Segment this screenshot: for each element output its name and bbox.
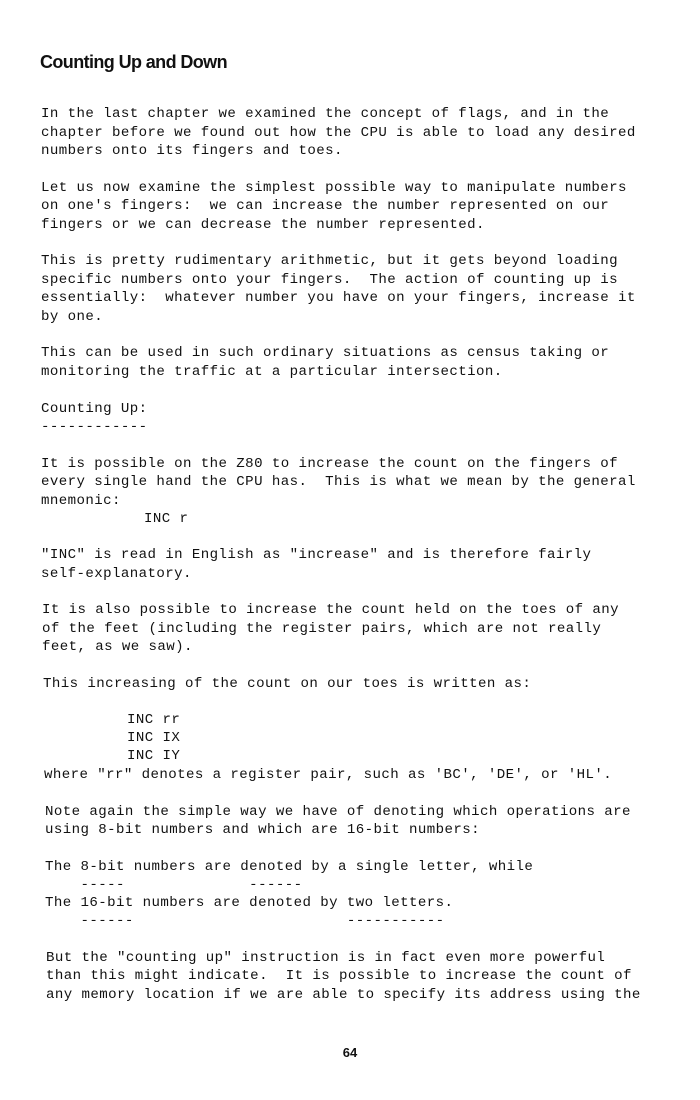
text-line: using 8-bit numbers and which are 16-bit numbers:	[45, 822, 481, 838]
text-line: The 16-bit numbers are denoted by two letters.	[45, 895, 454, 911]
text-line: on one's fingers: we can increase the number represented on our	[41, 198, 610, 214]
text-line: The 8-bit numbers are denoted by a single letter, while	[45, 859, 534, 875]
section-heading: Counting Up and Down	[40, 52, 227, 72]
code-line: INC rr	[127, 712, 181, 728]
text-line: In the last chapter we examined the concept of flags, and in the	[41, 106, 610, 122]
text-line: of the feet (including the register pairs, which are not really	[42, 621, 602, 637]
code-line: INC IX	[127, 730, 181, 746]
text-line: This increasing of the count on our toes is written as:	[43, 676, 532, 692]
text-line: This is pretty rudimentary arithmetic, but it gets beyond loading	[41, 253, 619, 269]
code-line: INC IY	[127, 748, 181, 764]
text-line: feet, as we saw).	[42, 639, 193, 655]
text-line: It is possible on the Z80 to increase the count on the fingers of	[41, 456, 619, 472]
text-line: "INC" is read in English as "increase" and is therefore fairly	[41, 547, 592, 563]
text-line: any memory location if we are able to specify its address using the	[46, 987, 641, 1003]
text-line: by one.	[41, 309, 104, 325]
underline-marks: ----- ------	[45, 877, 303, 893]
code-line: INC r	[144, 511, 189, 527]
text-line: But the "counting up" instruction is in fact even more powerful	[46, 950, 606, 966]
text-line: essentially: whatever number you have on your fingers, increase it	[41, 290, 636, 306]
text-line: monitoring the traffic at a particular intersection.	[41, 364, 503, 380]
text-line: It is also possible to increase the count held on the toes of any	[42, 602, 620, 618]
text-line: every single hand the CPU has. This is what we mean by the general	[41, 474, 636, 490]
text-line: chapter before we found out how the CPU is able to load any desired	[41, 125, 636, 141]
text-line: Let us now examine the simplest possible way to manipulate numbers	[41, 180, 627, 196]
underline-marks: ------ -----------	[45, 913, 445, 929]
text-line: self-explanatory.	[41, 566, 192, 582]
text-line: Note again the simple way we have of denoting which operations are	[45, 804, 631, 820]
text-line: mnemonic:	[41, 493, 121, 509]
text-line: This can be used in such ordinary situations as census taking or	[41, 345, 610, 361]
text-line: where "rr" denotes a register pair, such as 'BC', 'DE', or 'HL'.	[44, 767, 613, 783]
subheading-title: Counting Up:	[41, 401, 148, 417]
text-line: specific numbers onto your fingers. The action of counting up is	[41, 272, 619, 288]
text-line: fingers or we can decrease the number represented.	[41, 217, 485, 233]
text-line: than this might indicate. It is possible to increase the count of	[46, 968, 632, 984]
subheading-underline: ------------	[41, 419, 148, 435]
text-line: numbers onto its fingers and toes.	[41, 143, 343, 159]
page-number: 64	[342, 1045, 358, 1060]
